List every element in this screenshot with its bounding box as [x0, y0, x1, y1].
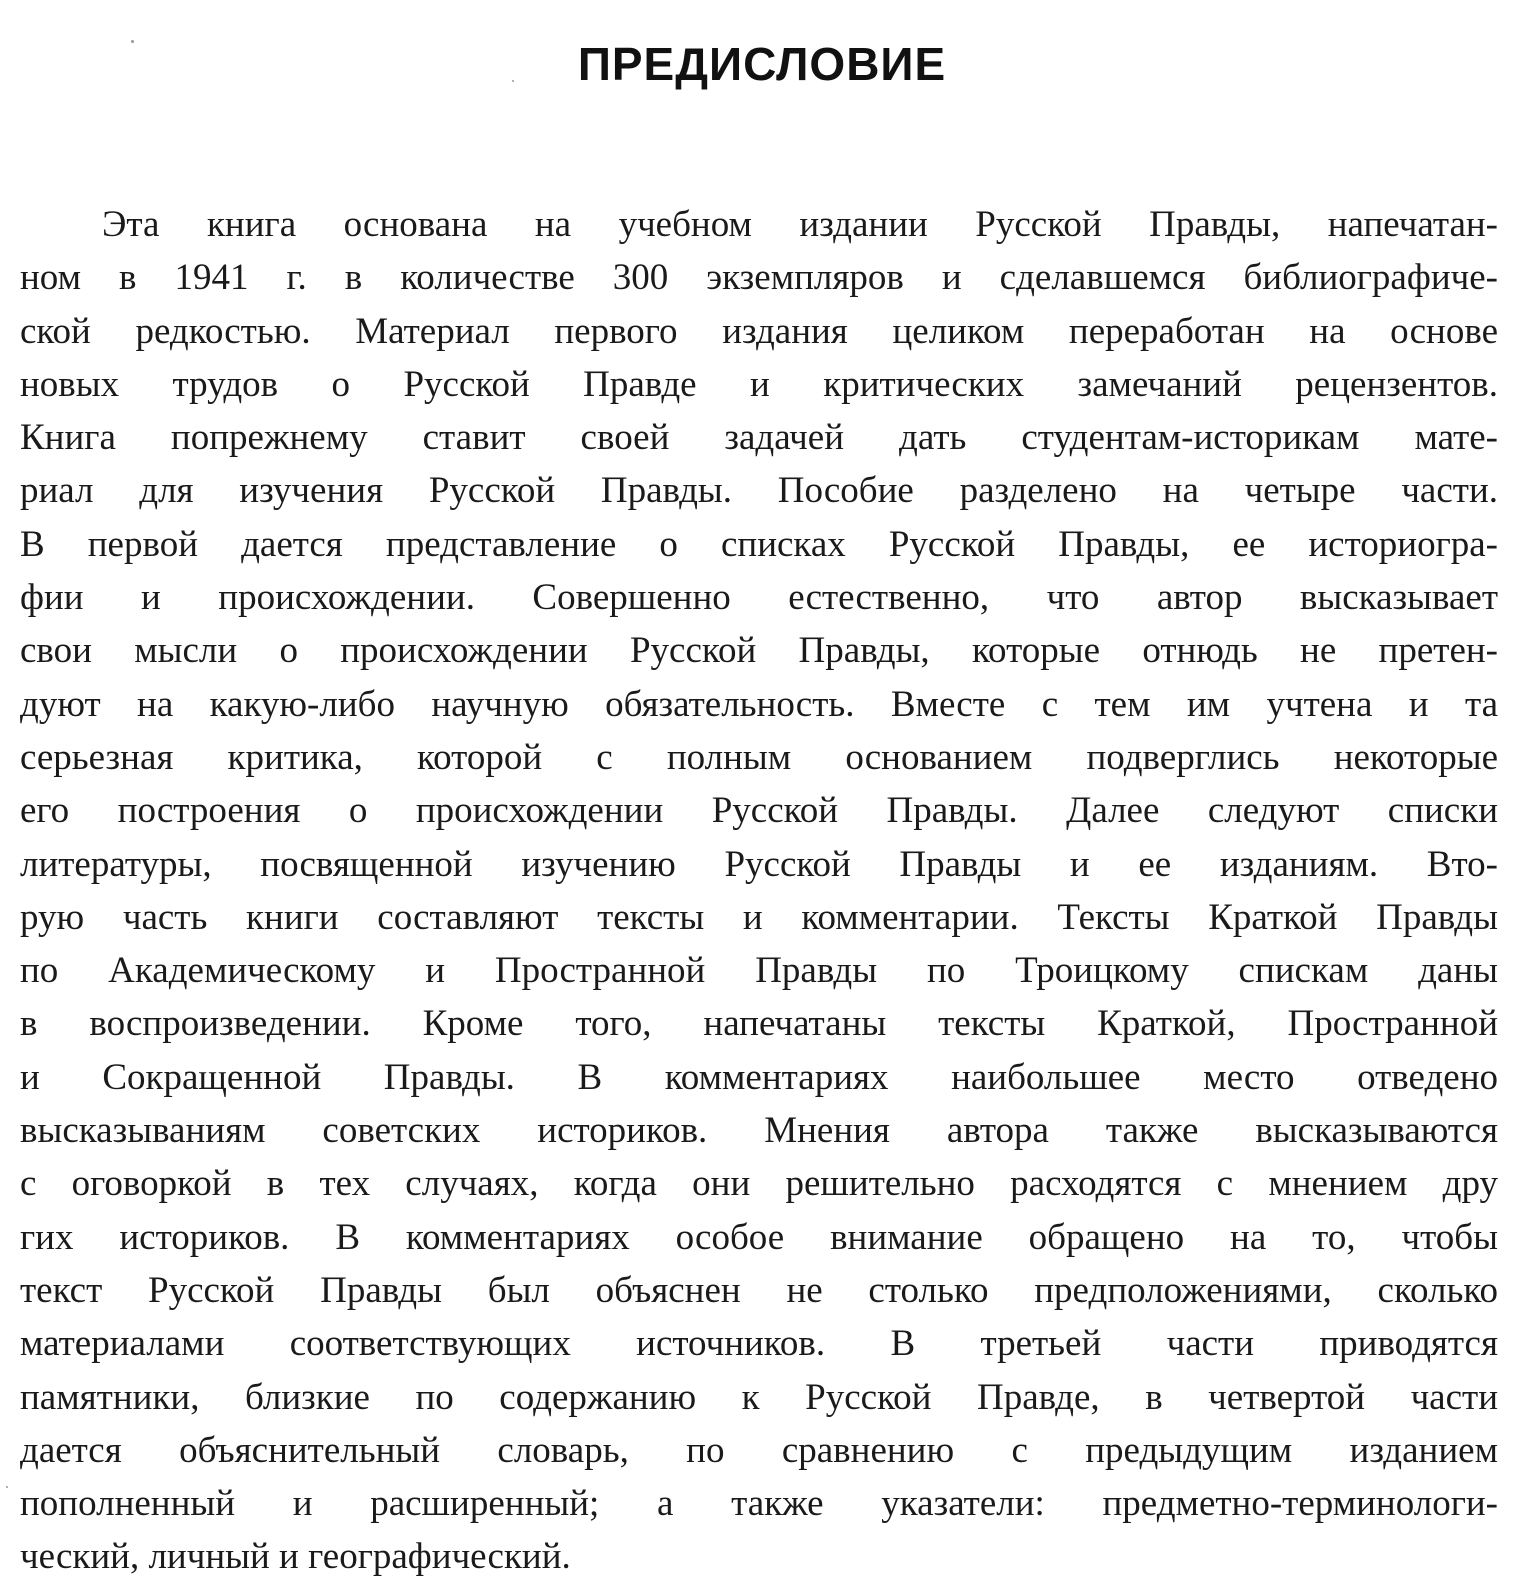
paragraph-line: и Сокращенной Правды. В комментариях наибольшее место отведено — [20, 1056, 1498, 1098]
paragraph-line: гих историков. В комментариях особое внимание обращено на то, чтобы — [20, 1216, 1498, 1258]
paragraph-line: свои мысли о происхождении Русской Правды, которые отнюдь не претен- — [20, 630, 1498, 672]
paragraph-line: новых трудов о Русской Правде и критических замечаний рецензентов. — [20, 363, 1498, 405]
paragraph-line: В первой дается представление о списках Русской Правды, ее историогра- — [20, 523, 1498, 565]
paragraph-line: ческий, личный и географический. — [20, 1536, 571, 1578]
body-paragraph — [20, 198, 1498, 1584]
paragraph-line: по Академическому и Пространной Правды по Троицкому спискам даны — [20, 950, 1498, 992]
paragraph-line: его построения о происхождении Русской Правды. Далее следуют списки — [20, 790, 1498, 832]
paragraph-line: ской редкостью. Материал первого издания целиком переработан на основе — [20, 310, 1498, 352]
paragraph-line: дуют на какую-либо научную обязательность. Вместе с тем им учтена и та — [20, 683, 1498, 725]
paragraph-line: в воспроизведении. Кроме того, напечатаны тексты Краткой, Пространной — [20, 1003, 1498, 1045]
paragraph-line: пополненный и расширенный; а также указатели: предметно-терминологи- — [20, 1483, 1498, 1525]
paragraph-line: литературы, посвященной изучению Русской Правды и ее изданиям. Вто- — [20, 843, 1498, 885]
paragraph-line: серьезная критика, которой с полным основанием подверглись некоторые — [20, 736, 1498, 778]
paragraph-line: ном в 1941 г. в количестве 300 экземпляров и сделавшемся библиографиче- — [20, 257, 1498, 299]
paragraph-line: Книга попрежнему ставит своей задачей дать студентам-историкам мате- — [20, 417, 1498, 459]
page-title: ПРЕДИСЛОВИЕ — [577, 38, 947, 90]
paragraph-line: материалами соответствующих источников. В третьей части приводятся — [20, 1323, 1498, 1365]
paragraph-line: текст Русской Правды был объяснен не столько предположениями, сколько — [20, 1269, 1498, 1311]
scan-speck — [6, 1486, 8, 1488]
scan-speck — [512, 80, 514, 82]
paragraph-line: дается объяснительный словарь, по сравнению с предыдущим изданием — [20, 1429, 1498, 1471]
scan-speck — [131, 40, 134, 43]
paragraph-line: памятники, близкие по содержанию к Русской Правде, в четвертой части — [20, 1376, 1498, 1418]
paragraph-line: высказываниям советских историков. Мнения автора также высказываются — [20, 1110, 1498, 1152]
paragraph-line: Эта книга основана на учебном издании Русской Правды, напечатан- — [102, 204, 1498, 245]
paragraph-line: фии и происхождении. Совершенно естественно, что автор высказывает — [20, 577, 1498, 619]
paragraph-line: рую часть книги составляют тексты и комментарии. Тексты Краткой Правды — [20, 896, 1498, 938]
paragraph-line: с оговоркой в тех случаях, когда они решительно расходятся с мнением дру — [20, 1163, 1498, 1205]
paragraph-line: риал для изучения Русской Правды. Пособие разделено на четыре части. — [20, 470, 1498, 512]
